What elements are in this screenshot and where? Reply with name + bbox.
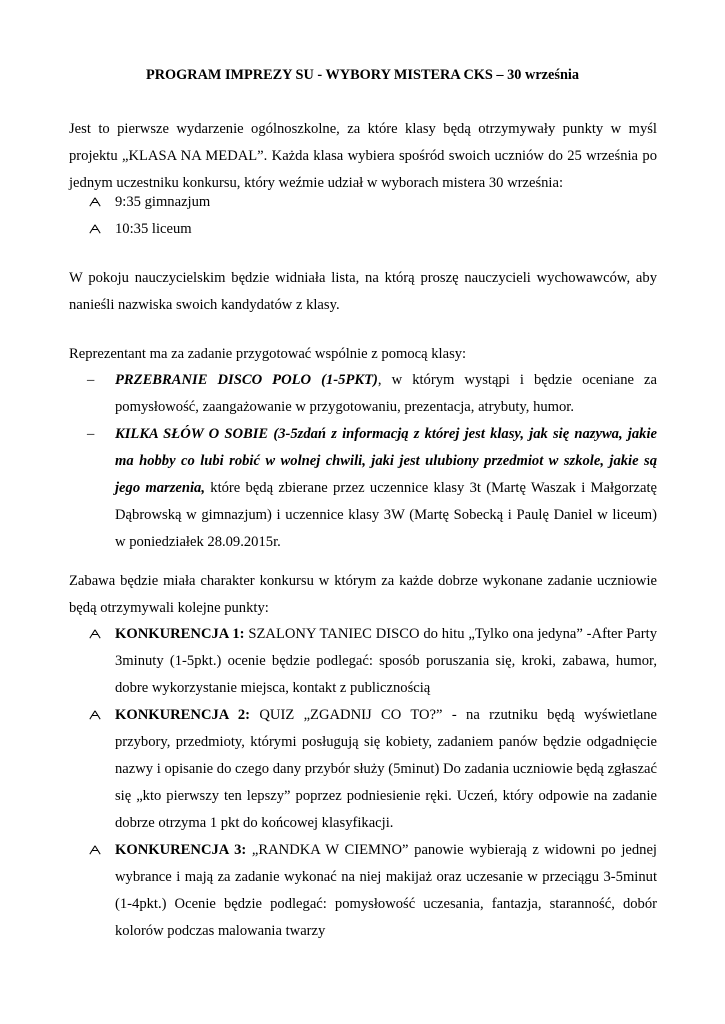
schedule-text: 10:35 liceum	[115, 221, 192, 237]
triangle-bullet-icon	[88, 216, 102, 243]
intro-paragraph: Jest to pierwsze wydarzenie ogólnoszkolne, za które klasy będą otrzymywały punkty w myśl projektu „KLASA NA MEDAL”. Każda klasa wybiera spośród swoich uczniów do 25 września po jednym uczestniku konkursu, który weźmie udział w wyborach mistera 30 września:	[69, 121, 657, 191]
task-item	[87, 421, 657, 556]
triangle-bullet-icon	[88, 189, 102, 216]
competition-item	[88, 621, 657, 702]
document-title: PROGRAM IMPREZY SU - WYBORY MISTERA CKS – 30 września	[145, 67, 580, 83]
schedule-item	[88, 216, 657, 243]
schedule-text: 9:35 gimnazjum	[115, 194, 211, 210]
triangle-bullet-icon	[88, 621, 102, 648]
competition-text: „RANDKA W CIEMNO” panowie wybierają z widowni po jednej wybrance i mają za zadanie wykonać na niej makijaż oraz uczesanie w przeciągu 3-5minut (1-4pkt.) Ocenie będzie podlegać: pomysłowość uczesania, fantazja, staranność, dobór kolorów podczas malowania twarzy	[115, 842, 657, 939]
dash-marker: –	[87, 426, 95, 442]
representative-intro: Reprezentant ma za zadanie przygotować wspólnie z pomocą klasy:	[69, 346, 467, 362]
schedule-list	[88, 189, 657, 243]
competition-label: KONKURENCJA 3:	[115, 842, 247, 858]
tasks-list	[87, 367, 657, 556]
task-description: które będą zbierane przez uczennice klasy 3t (Martę Waszak i Małgorzatę Dąbrowską w gimnazjum) i uczennice klasy 3W (Martę Sobecką i Paulę Daniel w liceum) w poniedziałek 28.09.2015r.	[115, 480, 657, 550]
triangle-bullet-icon	[88, 702, 102, 729]
competition-item	[88, 702, 657, 837]
teachers-note-paragraph: W pokoju nauczycielskim będzie widniała lista, na którą proszę nauczycieli wychowawców, aby nanieśli nazwiska swoich kandydatów z klasy.	[69, 270, 657, 313]
dash-marker: –	[87, 372, 95, 388]
task-title: KILKA SŁÓW O SOBIE (3-5zdań z informacją z której jest klasy, jak się nazywa, jakie ma hobby co lubi robić w wolnej chwili, jaki jest ulubiony przedmiot w szkole, jakie są jego marzenia,	[115, 426, 657, 496]
competition-text: QUIZ „ZGADNIJ CO TO?” - na rzutniku będą wyświetlane przybory, przedmioty, którymi posługują się kobiety, zadaniem panów będzie odgadnięcie nazwy i opisanie do czego dany przybór służy (5minut) Do zadania uczniowie będą zgłaszać się „kto pierwszy ten lepszy” poprzez podniesienie ręki. Uczeń, który odpowie na zadanie dobrze otrzyma 1 pkt do końcowej klasyfikacji.	[115, 707, 657, 831]
task-description: , w którym wystąpi i będzie oceniane za pomysłowość, zaangażowanie w przygotowaniu, prezentacja, atrybuty, humor.	[115, 372, 657, 415]
schedule-item	[88, 189, 657, 216]
game-intro-paragraph: Zabawa będzie miała charakter konkursu w którym za każde dobrze wykonane zadanie uczniowie będą otrzymywali kolejne punkty:	[69, 573, 657, 616]
competition-item	[88, 837, 657, 945]
task-item	[87, 367, 657, 421]
competition-text: SZALONY TANIEC DISCO do hitu „Tylko ona jedyna” -After Party 3minuty (1-5pkt.) ocenie będzie podlegać: sposób poruszania się, kroki, zabawa, humor, dobre wykorzystanie miejsca, kontakt z publicznością	[115, 626, 657, 696]
task-title: PRZEBRANIE DISCO POLO (1-5PKT)	[115, 372, 378, 388]
competition-label: KONKURENCJA 1:	[115, 626, 245, 642]
triangle-bullet-icon	[88, 837, 102, 864]
competitions-list	[88, 621, 657, 945]
competition-label: KONKURENCJA 2:	[115, 707, 251, 723]
